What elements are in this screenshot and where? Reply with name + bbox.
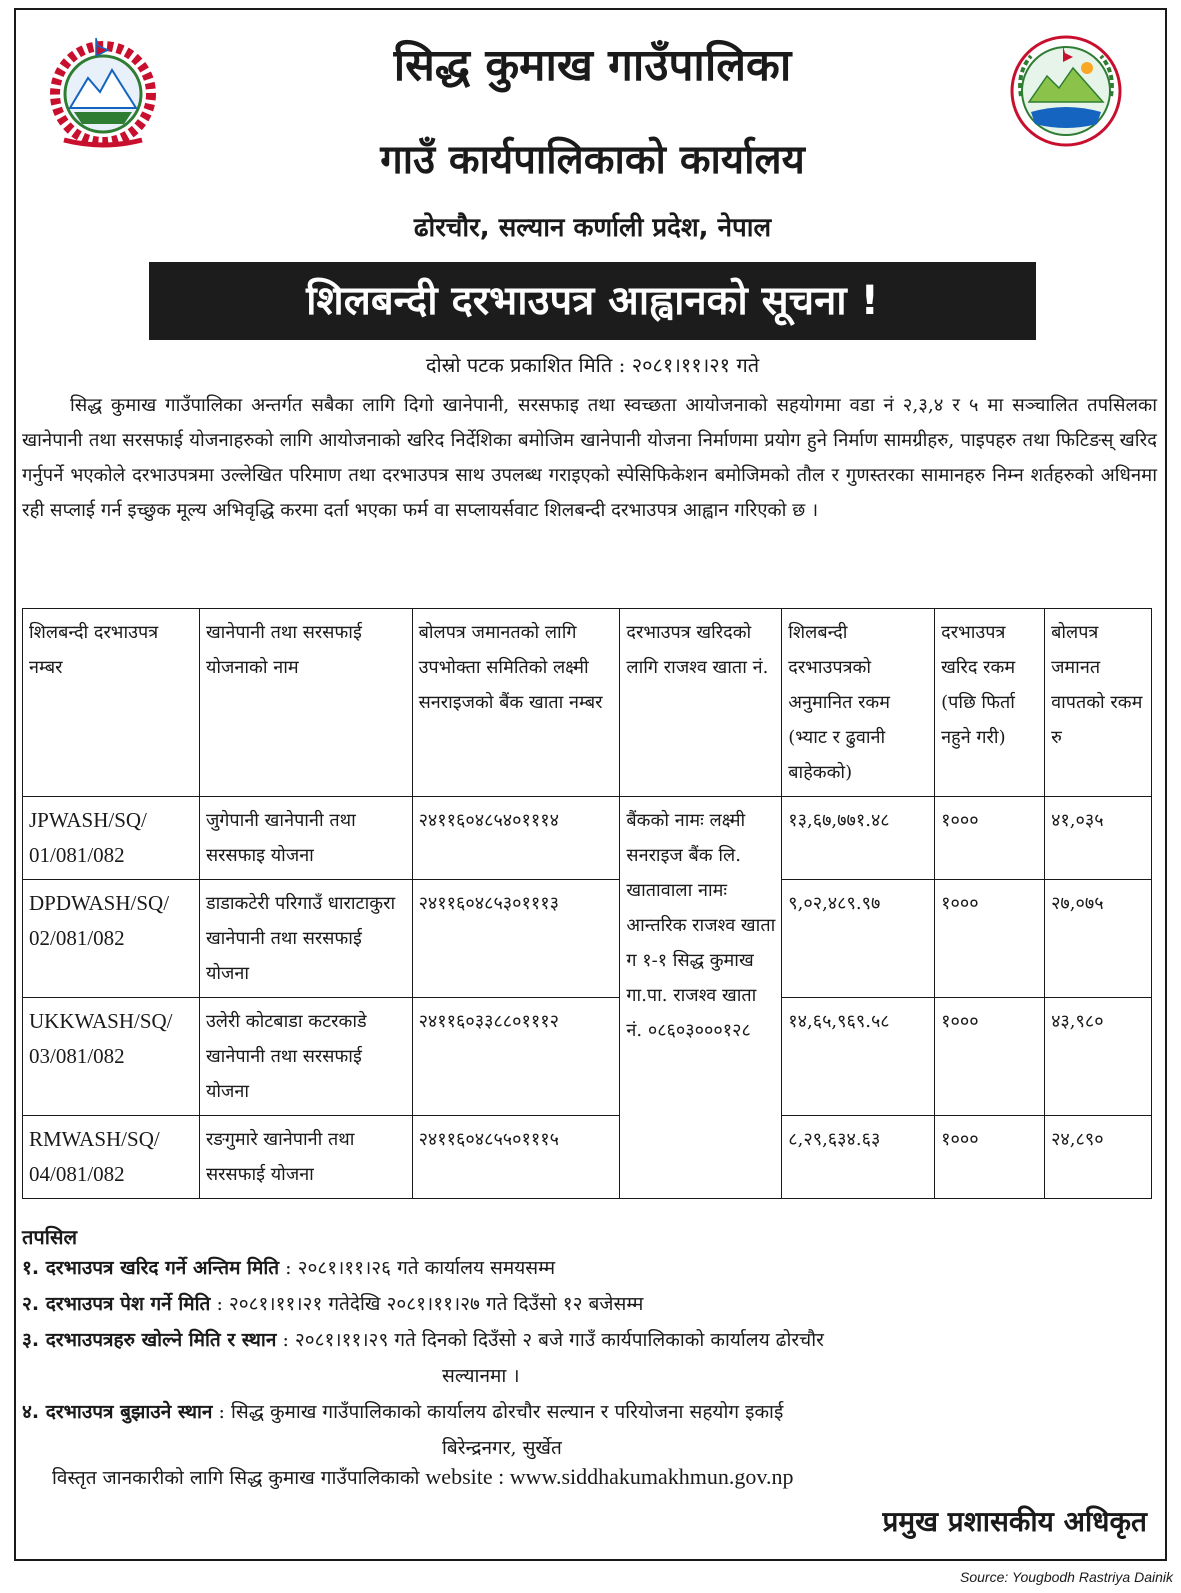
bid-number: JPWASH/SQ/ 01/081/082 [23,797,200,880]
security-amount: २७,०७५ [1045,880,1152,998]
list-item [22,1250,1157,1286]
term-value: : २०८१।११।२६ गते कार्यालय समयसम्म [285,1257,556,1279]
scheme-name: जुगेपानी खानेपानी तथा सरसफाइ योजना [199,797,412,880]
bank-account: २४११६०४८५४०१११४ [412,797,620,880]
tapasil-heading: तपसिल [22,1225,78,1249]
term-value: : सिद्ध कुमाख गाउँपालिकाको कार्यालय ढोरचौर सल्यान र परियोजना सहयोग इकाई [218,1401,784,1423]
signatory-title: प्रमुख प्रशासकीय अधिकृत [882,1505,1147,1538]
term-continuation: सल्यानमा । [442,1365,520,1387]
estimate: १४,६५,९६९.५८ [782,998,935,1116]
scheme-name: उलेरी कोटबाडा कटरकाडे खानेपानी तथा सरसफाई योजना [199,998,412,1116]
more-info-text: विस्तृत जानकारीको लागि सिद्ध कुमाख गाउँपालिकाको [52,1467,420,1489]
header-purchase-fee: दरभाउपत्र खरिद रकम (पछि फिर्ता नहुने गरी) [935,609,1045,797]
term-label: २. दरभाउपत्र पेश गर्ने मिति [22,1293,211,1315]
term-label: ४. दरभाउपत्र बुझाउने स्थान [22,1401,213,1423]
header-revenue-account: दरभाउपत्र खरिदको लागि राजश्व खाता नं. [620,609,782,797]
estimate: ९,०२,४८९.९७ [782,880,935,998]
term-label: १. दरभाउपत्र खरिद गर्ने अन्तिम मिति [22,1257,280,1279]
bid-number: DPDWASH/SQ/ 02/081/082 [23,880,200,998]
table-row [23,797,1152,880]
list-item [22,1322,1157,1394]
term-value: : २०८१।११।२९ गते दिनको दिउँसो २ बजे गाउँ कार्यपालिकाको कार्यालय ढोरचौर [282,1329,824,1351]
publication-date: दोस्रो पटक प्रकाशित मिति : २०८१।११।२१ गते [425,353,760,377]
estimate: ८,२९,६३४.६३ [782,1116,935,1199]
purchase-fee: १००० [935,797,1045,880]
table-row [23,1116,1152,1199]
list-item [22,1394,1157,1466]
estimate: १३,६७,७७१.४८ [782,797,935,880]
term-continuation: बिरेन्द्रनगर, सुर्खेत [442,1437,562,1459]
notice-intro-paragraph: सिद्ध कुमाख गाउँपालिका अन्तर्गत सबैका लागि दिगो खानेपानी, सरसफाइ तथा स्वच्छता आयोजनाको सहयोगमा वडा नं २,३,४ र ५ मा सञ्चालित तपसिलका खानेपानी तथा सरसफाई योजनाहरुको लागि आयोजनाको खरिद निर्देशिका बमोजिम खानेपानी योजना निर्माणमा प्रयोग हुने निर्माण सामग्रीहरु, पाइपहरु तथा फिटिङस् खरिद गर्नुपर्ने भएकोले दरभाउपत्रमा उल्लेखित परिमाण तथा दरभाउपत्र साथ उपलब्ध गराइएको स्पेसिफिकेशन बमोजिमको तौल र गुणस्तरका सामानहरु निम्न शर्तहरुको अधिनमा रही सप्लाई गर्न इच्छुक मूल्य अभिवृद्धि करमा दर्ता भएका फर्म वा सप्लायर्सवाट शिलबन्दी दरभाउपत्र आह्वान गरिएको छ । [22,395,1157,521]
bid-table [22,608,1152,1199]
security-amount: ४३,९८० [1045,998,1152,1116]
scheme-name: रङगुमारे खानेपानी तथा सरसफाई योजना [199,1116,412,1199]
website-link[interactable]: website : www.siddhakumakhmun.gov.np [425,1464,794,1489]
table-header-row [23,609,1152,797]
more-info-line [52,1460,793,1495]
nepal-government-emblem-icon [44,32,162,150]
purchase-fee: १००० [935,998,1045,1116]
header-security: बोलपत्र जमानत वापतको रकम रु [1045,609,1152,797]
bank-account: २४११६०४८५३०१११३ [412,880,620,998]
office-title: गाउँ कार्यपालिकाको कार्यालय [380,137,805,183]
term-label: ३. दरभाउपत्रहरु खोल्ने मिति र स्थान [22,1329,277,1351]
security-amount: २४,८९० [1045,1116,1152,1199]
purchase-fee: १००० [935,1116,1045,1199]
table-row [23,998,1152,1116]
bid-number: UKKWASH/SQ/ 03/081/082 [23,998,200,1116]
header-bid-number: शिलबन्दी दरभाउपत्र नम्बर [23,609,200,797]
notice-page [14,8,1167,1561]
source-credit: Source: Yougbodh Rastriya Dainik [960,1569,1173,1585]
municipality-seal-icon [1007,32,1125,150]
bid-number: RMWASH/SQ/ 04/081/082 [23,1116,200,1199]
bank-account: २४११६०३३८८०१११२ [412,998,620,1116]
header-bank-account: बोलपत्र जमानतको लागि उपभोक्ता समितिको लक्ष्मी सनराइजको बैंक खाता नम्बर [412,609,620,797]
purchase-fee: १००० [935,880,1045,998]
office-address: ढोरचौर, सल्यान कर्णाली प्रदेश, नेपाल [413,213,772,243]
term-value: : २०८१।११।२१ गतेदेखि २०८१।११।२७ गते दिउँसो १२ बजेसम्म [216,1293,644,1315]
revenue-account: बैंकको नामः लक्ष्मी सनराइज बैंक लि. खातावाला नामः आन्तरिक राजश्व खाता ग १-१ सिद्ध कुमाख गा.पा. राजश्व खाता नं. ०८६०३०००१२८ [620,797,782,1199]
notice-title-banner: शिलबन्दी दरभाउपत्र आह्वानको सूचना ! [149,262,1036,340]
list-item [22,1286,1157,1322]
table-row [23,880,1152,998]
municipality-title: सिद्ध कुमाख गाउँपालिका [393,40,792,91]
security-amount: ४१,०३५ [1045,797,1152,880]
bank-account: २४११६०४८५५०१११५ [412,1116,620,1199]
scheme-name: डाडाकटेरी परिगाउँ धाराटाकुरा खानेपानी तथा सरसफाई योजना [199,880,412,998]
header-estimate: शिलबन्दी दरभाउपत्रको अनुमानित रकम (भ्याट र ढुवानी बाहेकको) [782,609,935,797]
header-scheme-name: खानेपानी तथा सरसफाई योजनाको नाम [199,609,412,797]
terms-list [22,1250,1157,1466]
